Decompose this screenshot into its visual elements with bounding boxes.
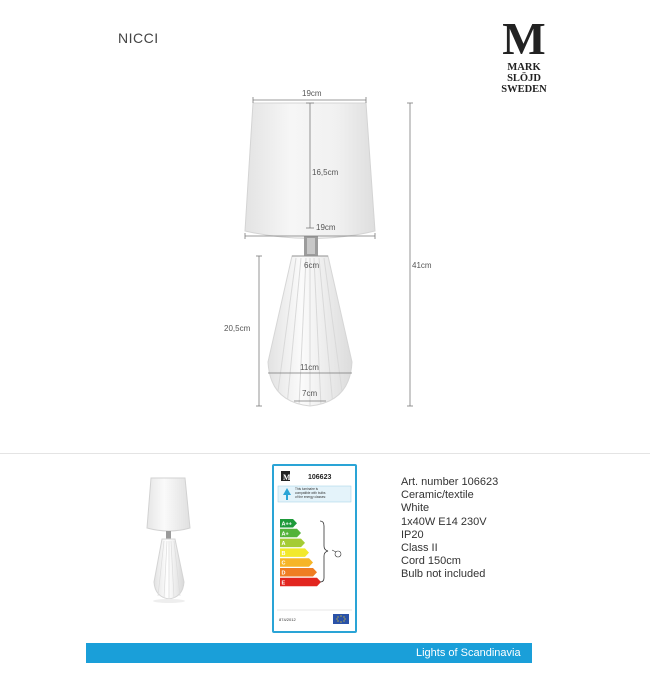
- spec-class: Class II: [401, 542, 438, 555]
- energy-class-label: E: [281, 580, 286, 587]
- dim-shade-top: 19cm: [302, 89, 322, 98]
- compat-text-3: of the energy classes:: [295, 495, 327, 499]
- energy-class-label: C: [281, 560, 286, 567]
- spec-cord: Cord 150cm: [401, 555, 461, 568]
- energy-class-bar: [280, 568, 317, 577]
- small-bulb-icon: [332, 550, 341, 557]
- regulation-number: 874/2012: [279, 617, 296, 622]
- compat-text-2: compatible with bulbs: [295, 491, 326, 495]
- energy-label-article: 106623: [308, 474, 332, 481]
- energy-class-label: A: [281, 541, 286, 548]
- dim-total-height: 41cm: [412, 261, 432, 270]
- dim-base-widest: 11cm: [300, 363, 319, 372]
- logo-letter: M: [502, 13, 546, 64]
- footer-text: Lights of Scandinavia: [416, 647, 521, 659]
- energy-class-bar: [280, 578, 321, 587]
- energy-label: [272, 464, 357, 633]
- energy-class-scale: [280, 519, 321, 586]
- spec-bulb-note: Bulb not included: [401, 568, 486, 581]
- logo-line-1: MARK: [507, 62, 541, 73]
- dim-base-height: 20,5cm: [224, 324, 251, 333]
- svg-text:M: M: [283, 473, 291, 482]
- footer-bar: [86, 643, 532, 663]
- spec-material: Ceramic/textile: [401, 489, 474, 502]
- energy-class-label: A+: [281, 531, 289, 538]
- class-bracket: [320, 521, 328, 582]
- energy-class-label: B: [281, 550, 286, 557]
- energy-class-label: A++: [281, 521, 292, 528]
- logo-line-2: SLÖJD: [507, 73, 541, 84]
- spec-color: White: [401, 502, 430, 515]
- spec-ip: IP20: [401, 528, 424, 541]
- dim-shade-bottom: 19cm: [316, 223, 336, 232]
- dim-base-bottom: 7cm: [302, 389, 318, 398]
- spec-list: [401, 476, 498, 582]
- product-title: NICCI: [118, 30, 159, 46]
- product-photo: [140, 470, 200, 620]
- compat-text-1: This luminaire is: [295, 487, 319, 491]
- dim-shade-height: 16,5cm: [312, 168, 339, 177]
- dim-base-top: 6cm: [304, 261, 320, 270]
- section-divider: [0, 453, 650, 454]
- logo-line-3: SWEDEN: [501, 84, 547, 95]
- spec-article: Art. number 106623: [401, 476, 499, 488]
- energy-class-label: D: [281, 570, 286, 577]
- spec-bulb: 1x40W E14 230V: [401, 515, 487, 528]
